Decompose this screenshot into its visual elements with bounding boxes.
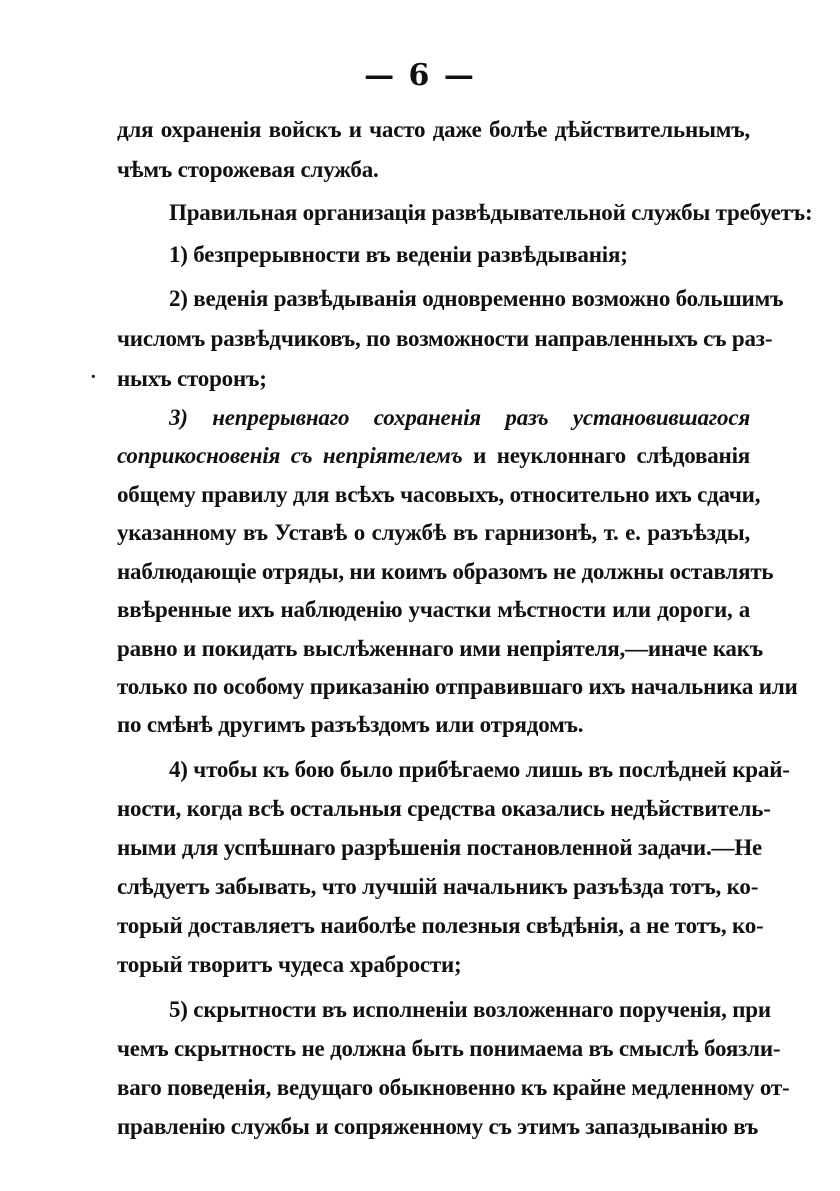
text-line: наблюдающіе отряды, ни коимъ образомъ не должны оставлять (117, 559, 774, 584)
text-line: слѣдуетъ забывать, что лучшій начальникъ разъѣзда тотъ, ко- (117, 874, 759, 899)
text-line: для охраненія войскъ и часто даже болѣе дѣйствительнымъ, (117, 117, 750, 142)
text-line: торый творитъ чудеса храбрости; (117, 952, 462, 977)
text-line (117, 441, 750, 471)
list-item-2: 2) веденія развѣдыванія одновременно возможно большимъ (169, 286, 784, 311)
text-line: только по особому приказанію отправившаго ихъ начальника или (117, 674, 798, 699)
text-line: чемъ скрытность не должна быть понимаема въ смыслѣ боязли- (117, 1036, 781, 1061)
text-line: ввѣренные ихъ наблюденію участки мѣстности или дороги, а (117, 597, 750, 622)
margin-mark: · (90, 366, 97, 388)
text-line: ваго поведенія, ведущаго обыкновенно къ крайне медленному от- (117, 1075, 790, 1100)
page-number: — 6 — (364, 58, 476, 93)
text-line: правленію службы и сопряженному съ этимъ запаздыванію въ (117, 1114, 759, 1139)
text-line: торый доставляетъ наиболѣе полезныя свѣдѣнія, а не тотъ, ко- (117, 913, 764, 938)
text-line: по смѣнѣ другимъ разъѣздомъ или отрядомъ. (117, 712, 584, 737)
text-line: ныхъ сторонъ; (117, 366, 267, 391)
italic-phrase: соприкосновенія съ непріятелемъ (117, 443, 463, 468)
text-line: ности, когда всѣ остальныя средства оказались недѣйствитель- (117, 796, 771, 821)
text-line: указанному въ Уставѣ о службѣ въ гарнизонѣ, т. е. разъѣзды, (117, 520, 750, 545)
list-item-3: 3) непрерывнаго сохраненія разъ установившагося (169, 405, 750, 430)
paragraph-start: Правильная организація развѣдывательной службы требуетъ: (169, 200, 813, 225)
list-item-4: 4) чтобы къ бою было прибѣгаемо лишь въ послѣдней край- (169, 757, 790, 782)
list-item-5: 5) скрытности въ исполненіи возложеннаго порученія, при (169, 997, 771, 1022)
text-run: и неуклоннаго слѣдованія (462, 443, 751, 468)
text-line: ными для успѣшнаго разрѣшенія постановленной задачи.—Не (117, 835, 763, 860)
text-line: равно и покидать выслѣженнаго ими непріятеля,—иначе какъ (117, 636, 763, 661)
list-item-1: 1) безпрерывности въ веденіи развѣдыванія; (169, 242, 628, 267)
text-line: общему правилу для всѣхъ часовыхъ, относительно ихъ сдачи, (117, 482, 761, 507)
text-line: числомъ развѣдчиковъ, по возможности направленныхъ съ раз- (117, 326, 773, 351)
text-line: чѣмъ сторожевая служба. (117, 157, 379, 182)
